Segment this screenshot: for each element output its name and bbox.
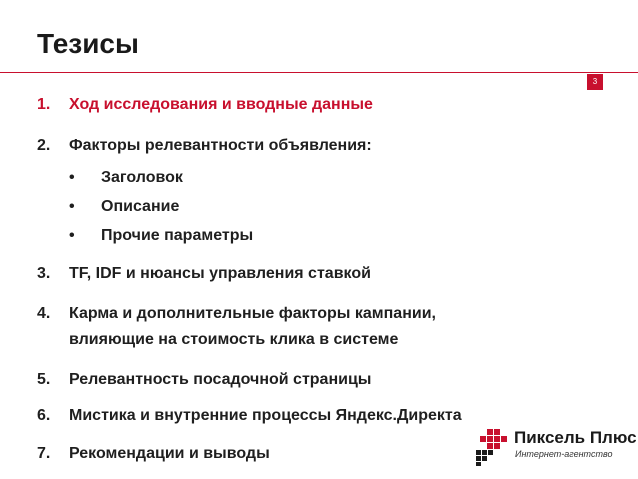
item-number: 3. bbox=[37, 265, 51, 282]
item-number: 4. bbox=[37, 305, 51, 322]
sub-item bbox=[69, 166, 183, 190]
bullet-icon: • bbox=[69, 227, 75, 244]
sub-item bbox=[69, 224, 253, 248]
item-continuation: влияющие на стоимость клика в системе bbox=[69, 331, 399, 348]
item-number: 7. bbox=[37, 445, 51, 462]
list-item bbox=[37, 442, 270, 466]
sub-item-text: Прочие параметры bbox=[101, 227, 254, 244]
item-number: 5. bbox=[37, 371, 51, 388]
item-text: Рекомендации и выводы bbox=[69, 445, 270, 462]
list-item bbox=[37, 262, 371, 286]
item-number: 2. bbox=[37, 137, 51, 154]
item-text: Карма и дополнительные факторы кампании, bbox=[69, 305, 436, 322]
slide-title: Тезисы bbox=[37, 28, 139, 59]
sub-item-text: Описание bbox=[101, 198, 180, 215]
item-text: Ход исследования и вводные данные bbox=[69, 96, 373, 113]
list-item bbox=[37, 404, 462, 428]
page-number-badge: 3 bbox=[587, 74, 603, 90]
bullet-icon: • bbox=[69, 198, 75, 215]
logo-name: Пиксель Плюс bbox=[514, 428, 637, 447]
sub-item-text: Заголовок bbox=[101, 169, 183, 186]
item-text: Релевантность посадочной страницы bbox=[69, 371, 372, 388]
item-number: 6. bbox=[37, 407, 51, 424]
company-logo bbox=[474, 424, 637, 472]
item-text: TF, IDF и нюансы управления ставкой bbox=[69, 265, 371, 282]
pixel-plus-logo-icon bbox=[474, 428, 510, 466]
sub-item bbox=[69, 195, 179, 219]
list-item bbox=[37, 93, 373, 117]
list-item bbox=[37, 368, 371, 392]
item-number: 1. bbox=[37, 96, 51, 113]
list-item bbox=[37, 302, 436, 326]
title-divider bbox=[0, 72, 638, 73]
list-item bbox=[37, 134, 372, 158]
logo-tagline: Интернет-агентство bbox=[515, 449, 613, 459]
item-text: Мистика и внутренние процессы Яндекс.Директа bbox=[69, 407, 462, 424]
bullet-icon: • bbox=[69, 169, 75, 186]
item-text: Факторы релевантности объявления: bbox=[69, 137, 372, 154]
